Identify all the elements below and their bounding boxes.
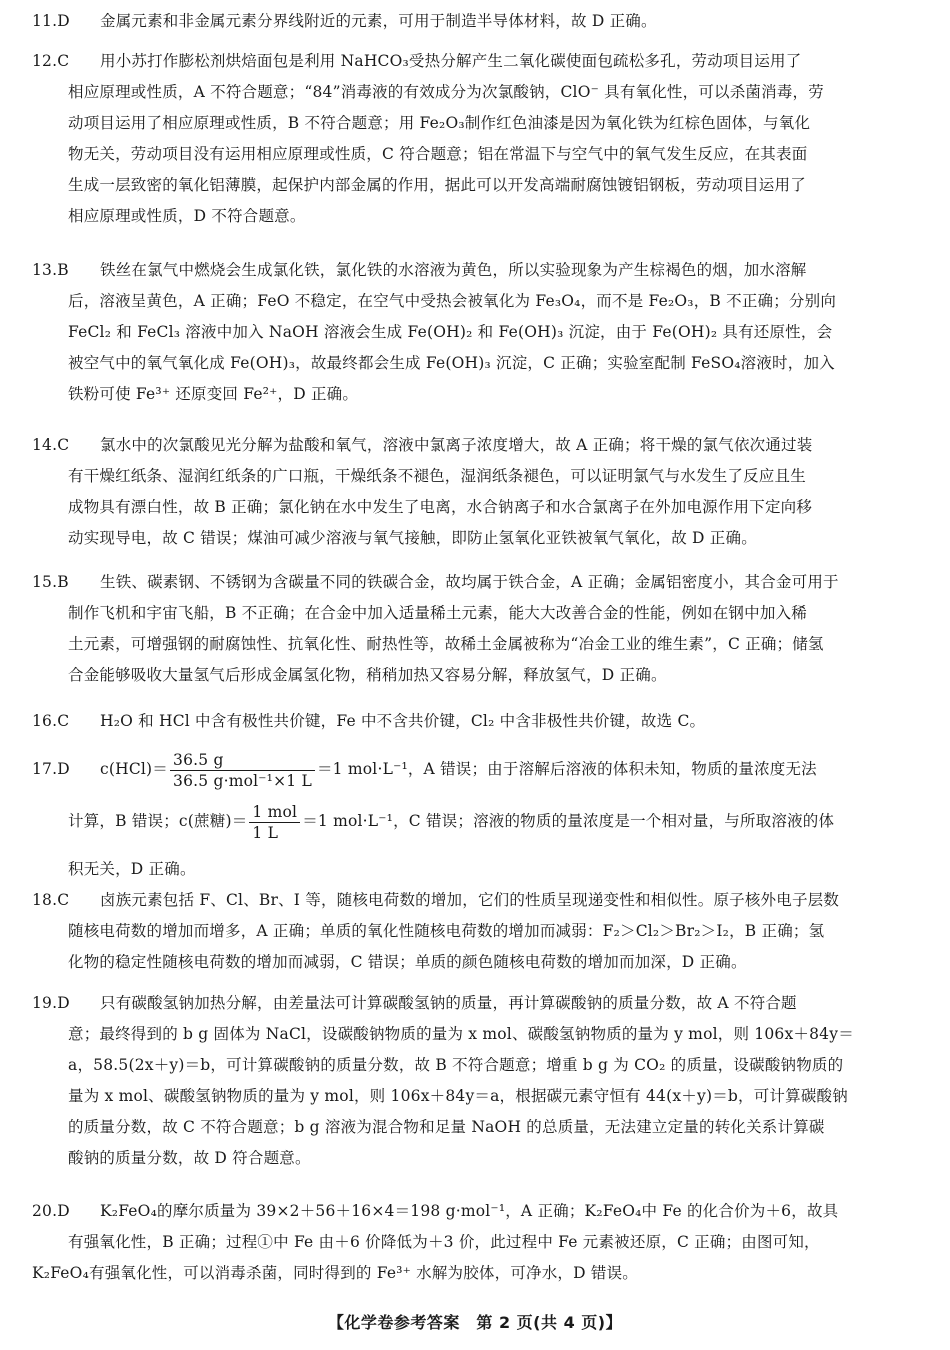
answer-17-line-2-pre: 计算，B 错误；c(蔗糖)＝	[68, 812, 248, 830]
answer-19-line-2: 意；最终得到的 b g 固体为 NaCl，设碳酸钠物质的量为 x mol、碳酸氢钠物质的量为 y mol，则 106x＋84y＝	[68, 1025, 854, 1043]
answer-13-line-5: 铁粉可使 Fe³⁺ 还原变回 Fe²⁺，D 正确。	[68, 385, 359, 403]
answer-16-label: 16.C	[32, 712, 70, 730]
answer-20-line-1: K₂FeO₄的摩尔质量为 39×2＋56＋16×4＝198 g·mol⁻¹，A 正确；K₂FeO₄中 Fe 的化合价为＋6，故具	[100, 1202, 839, 1220]
answer-12-line-5: 生成一层致密的氧化铝薄膜，起保护内部金属的作用，据此可以开发高端耐腐蚀镀铝钢板，劳动项目运用了	[68, 176, 806, 194]
answer-17-fraction-2-numerator: 1 mol	[249, 802, 300, 823]
answer-12	[32, 46, 912, 232]
answer-13-line-2: 后，溶液呈黄色，A 正确；FeO 不稳定，在空气中受热会被氧化为 Fe₃O₄，而不是 Fe₂O₃，B 不正确；分别向	[68, 292, 837, 310]
answer-19-line-3: a，58.5(2x＋y)＝b，可计算碳酸钠的质量分数，故 B 不符合题意；增重 b g 为 CO₂ 的质量，设碳酸钠物质的	[68, 1056, 844, 1074]
answer-12-line-6: 相应原理或性质，D 不符合题意。	[68, 207, 306, 225]
answer-19-line-5: 的质量分数，故 C 不符合题意；b g 溶液为混合物和足量 NaOH 的总质量，无法建立定量的转化关系计算碳	[68, 1118, 825, 1136]
answer-12-line-3: 动项目运用了相应原理或性质，B 不符合题意；用 Fe₂O₃制作红色油漆是因为氧化铁为红棕色固体，与氧化	[68, 114, 811, 132]
answer-14-line-4: 动实现导电，故 C 错误；煤油可减少溶液与氧气接触，即防止氢氧化亚铁被氧气氧化，故 D 正确。	[68, 529, 757, 547]
answer-18-label: 18.C	[32, 891, 70, 909]
answer-20-line-2: 有强氧化性，B 正确；过程①中 Fe 由＋6 价降低为＋3 价，此过程中 Fe 元素被还原，C 正确；由图可知，	[68, 1233, 820, 1251]
answer-19	[32, 988, 912, 1174]
answer-19-line-4: 量为 x mol、碳酸氢钠物质的量为 y mol，则 106x＋84y＝a，根据碳元素守恒有 44(x＋y)＝b，可计算碳酸钠	[68, 1087, 848, 1105]
answer-17-label: 17.D	[32, 760, 70, 778]
answer-20-label: 20.D	[32, 1202, 70, 1220]
answer-17-line-1-pre: c(HCl)＝	[100, 760, 169, 778]
answer-16	[32, 706, 912, 737]
answer-12-line-2: 相应原理或性质，A 不符合题意；“84”消毒液的有效成分为次氯酸钠，ClO⁻ 具有氧化性，可以杀菌消毒，劳	[68, 83, 824, 101]
answer-20-line-3: K₂FeO₄有强氧化性，可以消毒杀菌，同时得到的 Fe³⁺ 水解为胶体，可净水，D 错误。	[32, 1264, 638, 1282]
answer-18-line-1: 卤族元素包括 F、Cl、Br、I 等，随核电荷数的增加，它们的性质呈现递变性和相似性。原子核外电子层数	[100, 891, 840, 909]
answer-20	[32, 1196, 912, 1289]
answer-13-line-4: 被空气中的氧气氧化成 Fe(OH)₃，故最终都会生成 Fe(OH)₃ 沉淀，C 正确；实验室配制 FeSO₄溶液时，加入	[68, 354, 835, 372]
answer-18	[32, 885, 912, 978]
answer-14-label: 14.C	[32, 436, 70, 454]
answer-14-line-3: 成物具有漂白性，故 B 正确；氯化钠在水中发生了电离，水合钠离子和水合氯离子在外加电源作用下定向移	[68, 498, 813, 516]
answer-13	[32, 255, 912, 410]
answer-11-line-1: 金属元素和非金属元素分界线附近的元素，可用于制造半导体材料，故 D 正确。	[100, 12, 657, 30]
answer-12-line-1: 用小苏打作膨松剂烘焙面包是利用 NaHCO₃受热分解产生二氧化碳使面包疏松多孔，劳动项目运用了	[100, 52, 802, 70]
answer-19-line-1: 只有碳酸氢钠加热分解，由差量法可计算碳酸氢钠的质量，再计算碳酸钠的质量分数，故 A 不符合题	[100, 994, 797, 1012]
answer-11-label: 11.D	[32, 12, 70, 30]
answer-12-label: 12.C	[32, 52, 70, 70]
answer-19-line-6: 酸钠的质量分数，故 D 符合题意。	[68, 1149, 311, 1167]
answer-18-line-2: 随核电荷数的增加而增多，A 正确；单质的氧化性随核电荷数的增加而减弱：F₂＞Cl₂＞Br₂＞I₂，B 正确；氢	[68, 922, 825, 940]
answer-19-label: 19.D	[32, 994, 70, 1012]
answer-15-label: 15.B	[32, 573, 69, 591]
answer-15-line-1: 生铁、碳素钢、不锈钢为含碳量不同的铁碳合金，故均属于铁合金，A 正确；金属铝密度小，其合金可用于	[100, 573, 839, 591]
answer-12-line-4: 物无关，劳动项目没有运用相应原理或性质，C 符合题意；铝在常温下与空气中的氧气发生反应，在其表面	[68, 145, 808, 163]
answer-13-line-3: FeCl₂ 和 FeCl₃ 溶液中加入 NaOH 溶液会生成 Fe(OH)₂ 和 Fe(OH)₃ 沉淀，由于 Fe(OH)₂ 具有还原性，会	[68, 323, 833, 341]
answer-17-line-3: 积无关，D 正确。	[68, 860, 196, 878]
answer-14-line-1: 氯水中的次氯酸见光分解为盐酸和氧气，溶液中氯离子浓度增大，故 A 正确；将干燥的氯气依次通过装	[100, 436, 813, 454]
answer-13-label: 13.B	[32, 261, 69, 279]
answer-17-line-1-post: ＝1 mol·L⁻¹，A 错误；由于溶解后溶液的体积未知，物质的量浓度无法	[316, 760, 817, 778]
answer-17-line-2-post: ＝1 mol·L⁻¹，C 错误；溶液的物质的量浓度是一个相对量，与所取溶液的体	[302, 812, 835, 830]
answer-15-line-3: 土元素，可增强钢的耐腐蚀性、抗氧化性、耐热性等，故稀土金属被称为“冶金工业的维生素”，C 正确；储氢	[68, 635, 824, 653]
answer-17-fraction-2	[249, 802, 300, 843]
answer-17-fraction-1-numerator: 36.5 g	[170, 750, 315, 771]
answer-16-line-1: H₂O 和 HCl 中含有极性共价键，Fe 中不含共价键，Cl₂ 中含非极性共价键，故选 C。	[100, 712, 706, 730]
answer-11	[32, 6, 912, 37]
page-footer: 【化学卷参考答案 第 2 页(共 4 页)】	[327, 1313, 623, 1332]
answer-13-line-1: 铁丝在氯气中燃烧会生成氯化铁，氯化铁的水溶液为黄色，所以实验现象为产生棕褐色的烟，加水溶解	[100, 261, 807, 279]
answer-15	[32, 567, 912, 691]
answer-17-fraction-1-denominator: 36.5 g·mol⁻¹×1 L	[173, 771, 312, 790]
answer-17-fraction-2-denominator: 1 L	[252, 823, 279, 842]
answer-18-line-3: 化物的稳定性随核电荷数的增加而减弱，C 错误；单质的颜色随核电荷数的增加而加深，D 正确。	[68, 953, 747, 971]
answer-17	[32, 746, 912, 892]
answer-14-line-2: 有干燥红纸条、湿润红纸条的广口瓶，干燥纸条不褪色，湿润纸条褪色，可以证明氯气与水发生了反应且生	[68, 467, 806, 485]
answer-17-fraction-1	[170, 750, 315, 791]
answer-15-line-4: 合金能够吸收大量氢气后形成金属氢化物，稍稍加热又容易分解，释放氢气，D 正确。	[68, 666, 667, 684]
answer-14	[32, 430, 912, 554]
answer-15-line-2: 制作飞机和宇宙飞船，B 不正确；在合金中加入适量稀土元素，能大大改善合金的性能，例如在钢中加入稀	[68, 604, 807, 622]
